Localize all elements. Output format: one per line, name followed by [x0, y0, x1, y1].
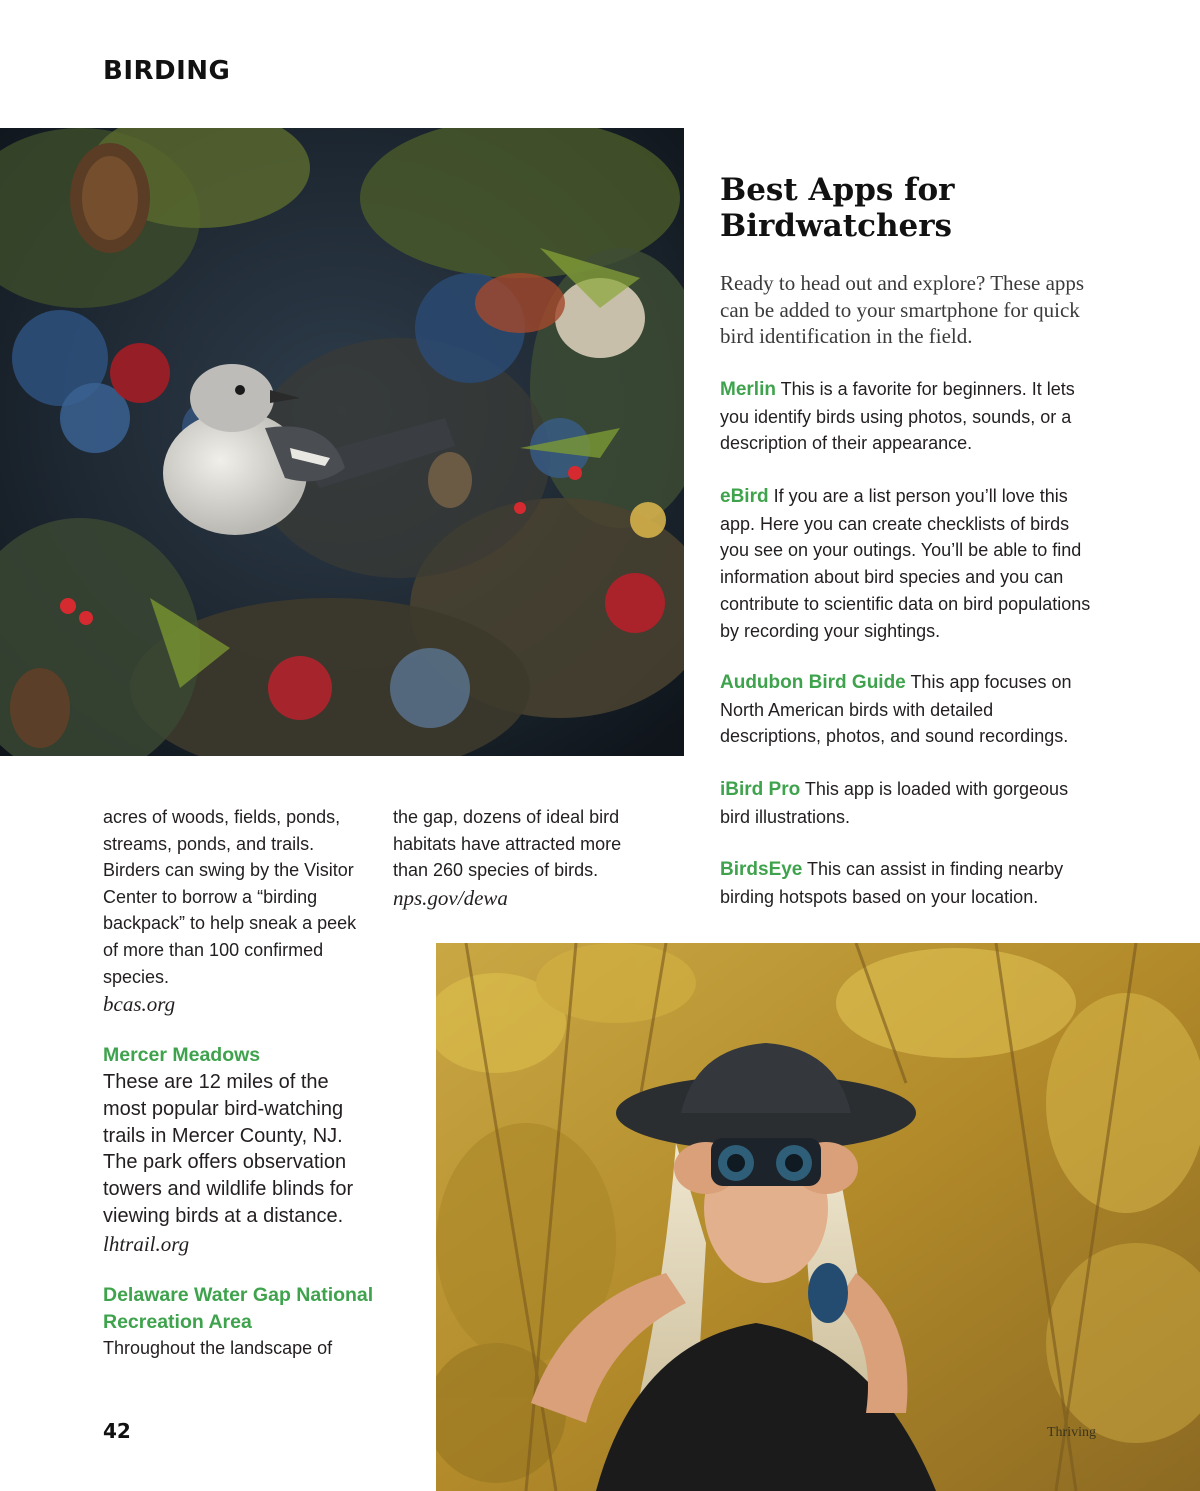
continued-text: acres of woods, fields, ponds, streams, ponds, and trails. Birders can swing by the Visitor Center to borrow a “birding backpack” to help sneak a peek of more than 100 confirmed species. — [103, 807, 357, 987]
thriving-watermark: Thriving — [1047, 1425, 1096, 1440]
middle-column — [393, 804, 643, 912]
app-description: This can assist in finding nearby birding hotspots based on your location. — [720, 859, 1064, 907]
section-label: BIRDING — [103, 56, 231, 86]
app-description: This app is loaded with gorgeous bird illustrations. — [720, 779, 1069, 827]
delaware-water-gap-heading: Delaware Water Gap National Recreation Area — [103, 1283, 374, 1333]
app-entry-merlin — [720, 376, 1095, 457]
app-entry-audubon — [720, 669, 1095, 750]
app-name: BirdsEye — [720, 859, 803, 880]
apps-sidebar — [720, 172, 1120, 907]
app-name: eBird — [720, 486, 769, 507]
birder-binoculars-photo — [436, 943, 1200, 1491]
delaware-water-gap-text: Throughout the landscape of — [103, 1338, 333, 1359]
app-entry-ebird — [720, 483, 1095, 644]
app-name: Merlin — [720, 379, 776, 400]
mockingbird-wreath-photo — [0, 128, 684, 756]
mercer-meadows-text: These are 12 miles of the most popular bird-watching trails in Mercer County, NJ. The park offers observation towers and wildlife blinds for viewing birds at a distance. — [103, 1070, 354, 1227]
app-entry-birdseye — [720, 856, 1095, 910]
lhtrail-link[interactable]: lhtrail.org — [103, 1231, 190, 1256]
delaware-continued-text: the gap, dozens of ideal bird habitats have attracted more than 260 species of birds. — [393, 807, 622, 881]
apps-title: Best Apps for Birdwatchers — [720, 172, 955, 244]
app-entry-ibird-pro — [720, 776, 1095, 830]
app-description: If you are a list person you’ll love this app. Here you can create checklists of birds you see on your outings. You’ll be able to find information about bird species and you can contribute to scientific data on bird populations by recording your sightings. — [720, 486, 1091, 641]
bcas-link[interactable]: bcas.org — [103, 992, 176, 1017]
page-number: 42 — [103, 1419, 131, 1443]
apps-intro: Ready to head out and explore? These apps can be added to your smartphone for quick bird identification in the field. — [720, 271, 1085, 348]
nps-link[interactable]: nps.gov/dewa — [393, 885, 508, 910]
mercer-meadows-heading: Mercer Meadows — [103, 1044, 261, 1067]
app-description: This app focuses on North American birds with detailed descriptions, photos, and sound recordings. — [720, 672, 1072, 747]
left-column — [103, 804, 375, 1362]
app-name: iBird Pro — [720, 779, 801, 800]
app-description: This is a favorite for beginners. It lets you identify birds using photos, sounds, or a description of their appearance. — [720, 379, 1075, 454]
app-name: Audubon Bird Guide — [720, 672, 906, 693]
